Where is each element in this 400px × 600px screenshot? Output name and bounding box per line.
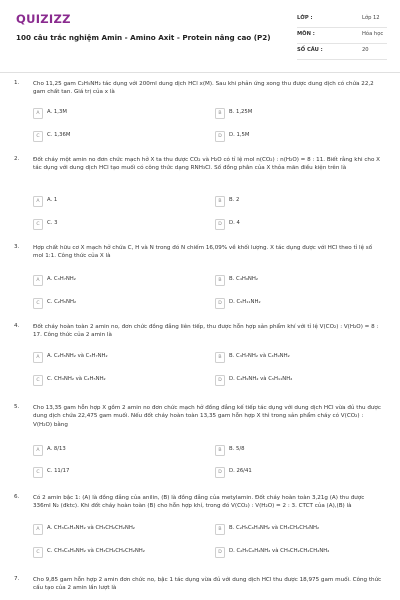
- option-text: D. 4: [229, 220, 240, 226]
- option-d[interactable]: [215, 297, 375, 309]
- option-key: C: [33, 375, 43, 386]
- option-key: B: [215, 352, 225, 363]
- option-c[interactable]: [33, 297, 193, 309]
- option-text: B. 1,25M: [229, 109, 253, 115]
- option-text: C. 11/17: [47, 468, 70, 474]
- question-text: Đốt cháy hoàn toàn 2 amin no, đơn chức đồng đẳng liên tiếp, thu được hỗn hợp sản phẩm khí với tỉ lệ V(CO₂) : V(H₂O) = 8 : 17. Công thức của 2 amin là: [33, 324, 379, 339]
- option-b[interactable]: [215, 444, 375, 456]
- meta-row-grade: [297, 12, 387, 28]
- option-a[interactable]: [33, 107, 193, 119]
- question-number: 2.: [14, 156, 20, 162]
- option-text: A. C₃H₇NH₂: [47, 276, 76, 282]
- meta-value: 20: [362, 47, 369, 53]
- question-number: 6.: [14, 494, 20, 500]
- option-key: D: [215, 467, 225, 478]
- option-text: D. C₂H₅C₆H₄NH₂ và CH₃CH₂CH₂CH₂NH₂: [229, 548, 330, 554]
- option-b[interactable]: [215, 274, 375, 286]
- option-key: C: [33, 219, 43, 230]
- option-text: C. CH₃NH₂ và C₂H₅NH₂: [47, 376, 106, 382]
- option-key: A: [33, 445, 43, 456]
- option-c[interactable]: [33, 130, 193, 142]
- option-key: D: [215, 131, 225, 142]
- option-key: D: [215, 375, 225, 386]
- option-key: A: [33, 524, 43, 535]
- header-divider: [0, 72, 400, 73]
- option-key: D: [215, 219, 225, 230]
- option-a[interactable]: [33, 195, 193, 207]
- option-key: C: [33, 298, 43, 309]
- page-title: 100 câu trắc nghiệm Amin - Amino Axit - Protein nâng cao (P2): [16, 33, 271, 42]
- meta-label: MÔN :: [297, 31, 315, 37]
- meta-value: Lớp 12: [362, 15, 380, 21]
- option-d[interactable]: [215, 130, 375, 142]
- question-number: 5.: [14, 404, 20, 410]
- option-key: A: [33, 196, 43, 207]
- option-key: C: [33, 467, 43, 478]
- option-text: A. 1,3M: [47, 109, 67, 115]
- option-text: B. 5/8: [229, 446, 245, 452]
- option-d[interactable]: [215, 218, 375, 230]
- question-number: 7.: [14, 576, 20, 582]
- option-d[interactable]: [215, 466, 375, 478]
- question-text: Hợp chất hữu cơ X mạch hở chứa C, H và N trong đó N chiếm 16,09% về khối lượng. X tác dụng được với HCl theo tỉ lệ số mol 1:1. Công thức của X là: [33, 245, 373, 260]
- option-c[interactable]: [33, 546, 193, 558]
- meta-label: LỚP :: [297, 15, 313, 21]
- meta-info: [297, 12, 387, 60]
- option-key: C: [33, 131, 43, 142]
- option-text: B. C₂H₅C₆H₄NH₂ và CH₃CH₂CH₂NH₂: [229, 525, 320, 531]
- option-key: C: [33, 547, 43, 558]
- option-b[interactable]: [215, 351, 375, 363]
- option-b[interactable]: [215, 195, 375, 207]
- question-text: Cho 13,35 gam hỗn hợp X gồm 2 amin no đơn chức mạch hở đồng đẳng kế tiếp tác dụng với dung dịch HCl vừa đủ thu được dung dịch chứa 22,475 gam muối. Nếu đốt cháy hoàn toàn 13,35 gam hỗn hợp X thì trong sản phẩm cháy có V(CO₂) : V(H₂O) bằng: [33, 405, 381, 428]
- meta-value: Hóa học: [362, 31, 384, 37]
- option-text: D. C₅H₁₁NH₂: [229, 299, 261, 305]
- option-text: A. CH₃C₆H₄NH₂ và CH₃CH₂CH₂NH₂: [47, 525, 135, 531]
- option-key: D: [215, 547, 225, 558]
- option-text: D. C₄H₉NH₂ và C₅H₁₁NH₂: [229, 376, 293, 382]
- option-key: A: [33, 352, 43, 363]
- option-d[interactable]: [215, 546, 375, 558]
- meta-label: SỐ CÂU :: [297, 47, 323, 53]
- option-key: B: [215, 445, 225, 456]
- option-a[interactable]: [33, 351, 193, 363]
- option-key: A: [33, 108, 43, 119]
- question-number: 1.: [14, 80, 20, 86]
- option-text: B. C₄H₉NH₂: [229, 276, 258, 282]
- option-text: C. C₂H₅NH₂: [47, 299, 77, 305]
- option-b[interactable]: [215, 523, 375, 535]
- question-text: Có 2 amin bậc 1: (A) là đồng đẳng của anilin, (B) là đồng đẳng của metylamin. Đốt cháy hoàn toàn 3,21g (A) thu được 336ml N₂ (đktc). Khi đốt cháy hoàn toàn (B) cho hỗn hợp khí, trong đó V(CO₂) : V(H₂O) = 2 : 3. CTCT của (A),(B) là: [33, 495, 365, 510]
- option-b[interactable]: [215, 107, 375, 119]
- option-text: D. 26/41: [229, 468, 252, 474]
- option-key: B: [215, 275, 225, 286]
- question-number: 3.: [14, 244, 20, 250]
- meta-row-count: [297, 44, 387, 60]
- option-text: B. 2: [229, 197, 240, 203]
- option-key: B: [215, 524, 225, 535]
- option-text: C. 1,36M: [47, 132, 71, 138]
- quizizz-logo: QUIZIZZ: [16, 12, 71, 26]
- option-text: D. 1,5M: [229, 132, 250, 138]
- option-text: C. 3: [47, 220, 58, 226]
- question-text: Cho 9,85 gam hỗn hợp 2 amin đơn chức no, bậc 1 tác dụng vừa đủ với dung dịch HCl thu được 18,975 gam muối. Công thức cấu tạo của 2 amin lần lượt là: [33, 577, 382, 592]
- option-c[interactable]: [33, 466, 193, 478]
- option-a[interactable]: [33, 523, 193, 535]
- option-key: D: [215, 298, 225, 309]
- option-key: A: [33, 275, 43, 286]
- option-a[interactable]: [33, 274, 193, 286]
- option-c[interactable]: [33, 218, 193, 230]
- option-text: C. CH₃C₆H₄NH₂ và CH₃CH₂CH₂CH₂NH₂: [47, 548, 145, 554]
- worksheet-header: [0, 0, 400, 68]
- option-key: B: [215, 108, 225, 119]
- question-text: Cho 11,25 gam C₂H₅NH₂ tác dụng với 200ml dung dịch HCl x(M). Sau khi phản ứng xong thu được dung dịch có chứa 22,2 gam chất tan. Giá trị của x là: [33, 81, 374, 96]
- option-c[interactable]: [33, 374, 193, 386]
- question-text: Đốt cháy một amin no đơn chức mạch hở X ta thu được CO₂ và H₂O có tỉ lệ mol n(CO₂) : n(H₂O) = 8 : 11. Biết rằng khi cho X tác dụng với dung dịch HCl tạo muối có công thức dạng RNH₃Cl. Số đồng phân của X thỏa mãn điều kiện trên là: [33, 157, 380, 172]
- option-text: A. 8/13: [47, 446, 66, 452]
- option-text: B. C₃H₇NH₂ và C₄H₉NH₂: [229, 353, 290, 359]
- meta-row-subject: [297, 28, 387, 44]
- option-a[interactable]: [33, 444, 193, 456]
- option-key: B: [215, 196, 225, 207]
- option-text: A. 1: [47, 197, 58, 203]
- option-d[interactable]: [215, 374, 375, 386]
- option-text: A. C₂H₅NH₂ và C₃H₇NH₂: [47, 353, 108, 359]
- question-number: 4.: [14, 323, 20, 329]
